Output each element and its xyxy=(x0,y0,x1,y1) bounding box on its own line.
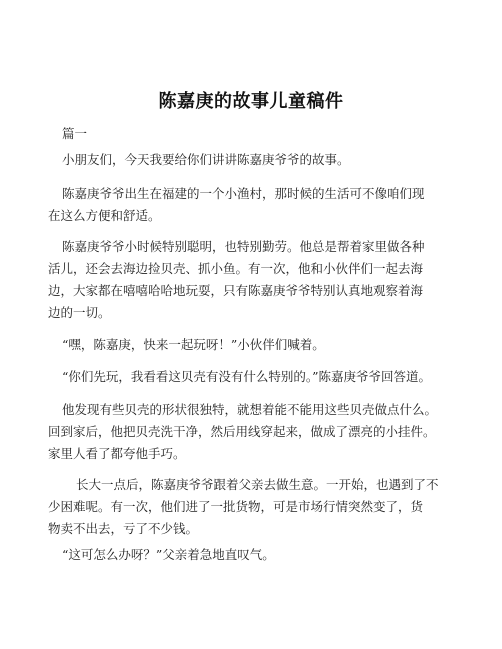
paragraph-line: 少困难呢。有一次，他们进了一批货物，可是市场行情突然变了，货 xyxy=(48,499,424,514)
paragraph-line: 边的一切。 xyxy=(48,305,111,320)
paragraph-line: 活儿，还会去海边捡贝壳、抓小鱼。有一次，他和小伙伴们一起去海 xyxy=(48,261,424,276)
paragraph xyxy=(62,366,442,388)
paragraph-line: 陈嘉庚爷爷出生在福建的一个小渔村，那时候的生活可不像咱们现 xyxy=(62,186,425,201)
paragraph xyxy=(62,334,442,356)
section-heading xyxy=(62,123,442,145)
paragraph xyxy=(48,399,442,465)
paragraph xyxy=(48,183,442,227)
paragraph-line: 他发现有些贝壳的形状很独特，就想着能不能用这些贝壳做点什么。 xyxy=(62,402,438,417)
paragraph-line: 在这么方便和舒适。 xyxy=(48,208,161,223)
paragraph-line: 边，大家都在嘻嘻哈哈地玩耍，只有陈嘉庚爷爷特别认真地观察着海 xyxy=(48,283,424,298)
paragraph xyxy=(48,236,442,324)
paragraph-line: “嘿，陈嘉庚，快来一起玩呀！”小伙伴们喊着。 xyxy=(62,337,325,352)
document-title: 陈嘉庚的故事儿童稿件 xyxy=(158,91,344,112)
paragraph-line: “这可怎么办呀？”父亲着急地直叹气。 xyxy=(62,547,275,562)
paragraph-line: 回到家后，他把贝壳洗干净，然后用线穿起来，做成了漂亮的小挂件。 xyxy=(48,424,436,439)
paragraph xyxy=(62,544,442,566)
paragraph-line: 长大一点后，陈嘉庚爷爷跟着父亲去做生意。一开始，也遇到了不 xyxy=(76,477,439,492)
paragraph-line: 小朋友们，今天我要给你们讲讲陈嘉庚爷爷的故事。 xyxy=(62,152,350,167)
paragraph-line: “你们先玩，我看看这贝壳有没有什么特别的。”陈嘉庚爷爷回答道。 xyxy=(62,369,432,384)
paragraph-line: 篇一 xyxy=(62,126,88,141)
paragraph xyxy=(48,474,442,540)
paragraph-line: 陈嘉庚爷爷小时候特别聪明，也特别勤劳。他总是帮着家里做各种 xyxy=(62,239,425,254)
paragraph-line: 家里人看了都夸他手巧。 xyxy=(48,446,186,461)
paragraph xyxy=(62,149,442,171)
paragraph-line: 物卖不出去，亏了不少钱。 xyxy=(48,521,199,536)
